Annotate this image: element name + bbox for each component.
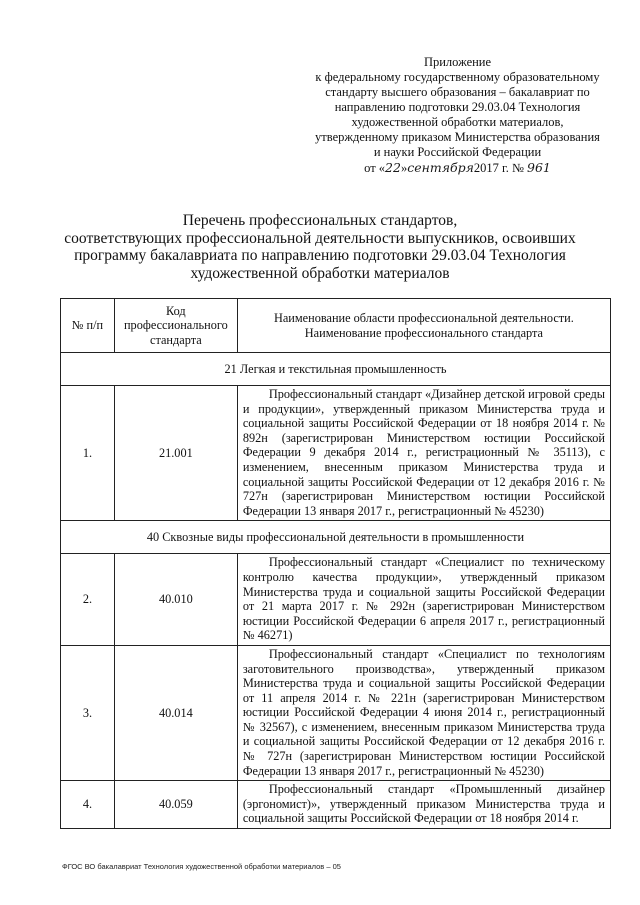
row-text-content: Профессиональный стандарт «Специалист по техническому контролю качества продукции», утвержденный приказом Министерства труда и социальной защиты Российской Федерации от 21 марта 2017 г. № 292н (зарегистрирован Министерством юстиции Российской Федерации 6 апреля 2017 г., регистрационный № 46271) xyxy=(242,555,605,643)
row-num: 2. xyxy=(61,554,115,646)
table-row xyxy=(61,781,611,829)
date-year: 2017 г. № xyxy=(473,161,524,175)
row-num: 4. xyxy=(61,781,115,829)
table-row xyxy=(61,645,611,780)
row-text-content: Профессиональный стандарт «Промышленный дизайнер (эргономист)», утвержденный приказом Министерства труда и социальной защиты Российской Федерации от 18 ноября 2014 г. xyxy=(242,782,605,826)
standards-table xyxy=(60,298,611,829)
title-line: соответствующих профессиональной деятельности выпускников, освоивших xyxy=(64,229,576,247)
appendix-line: стандарту высшего образования – бакалавриат по xyxy=(325,85,590,99)
appendix-line: и науки Российской Федерации xyxy=(373,145,542,159)
title-line: Перечень профессиональных стандартов, xyxy=(182,212,458,229)
row-code: 21.001 xyxy=(114,386,237,521)
row-text xyxy=(237,554,610,646)
row-code: 40.014 xyxy=(114,645,237,780)
row-text-content: Профессиональный стандарт «Специалист по технологиям заготовительного производства», утвержденный приказом Министерства труда и социальной защиты Российской Федерации от 11 апреля 2014 г. № 221н (зарегистрирован Министерством юстиции Российской Федерации 4 июня 2014 г., регистрационный № 32567), с изменением, внесенным приказом Министерства труда и социальной защиты Российской Федерации от 12 декабря 2016 г. № 727н (зарегистрирован Министерством юстиции Российской Федерации 13 января 2017 г., регистрационный № 45230) xyxy=(242,646,605,778)
appendix-line: к федеральному государственному образовательному xyxy=(315,70,600,84)
header-code: Код профессионального стандарта xyxy=(114,299,237,353)
section-row xyxy=(61,353,611,386)
table-header-row xyxy=(61,299,611,353)
row-num: 1. xyxy=(61,386,115,521)
appendix-line: утвержденному приказом Министерства образования xyxy=(315,130,600,144)
row-text xyxy=(237,645,610,780)
date-month-handwritten: сентября xyxy=(407,160,474,175)
header-num: № п/п xyxy=(61,299,115,353)
section-heading-40: 40 Сквозные виды профессиональной деятельности в промышленности xyxy=(61,521,611,554)
row-num: 3. xyxy=(61,645,115,780)
table-row xyxy=(61,386,611,521)
appendix-date-line xyxy=(300,160,615,176)
appendix-line: художественной обработки материалов, xyxy=(351,115,564,129)
page-footer: ФГОС ВО бакалавриат Технология художественной обработки материалов – 05 xyxy=(62,862,341,871)
date-prefix: от « xyxy=(364,161,386,175)
section-row xyxy=(61,521,611,554)
order-number-handwritten: 961 xyxy=(527,160,551,175)
row-code: 40.059 xyxy=(114,781,237,829)
section-heading-21: 21 Легкая и текстильная промышленность xyxy=(61,353,611,386)
row-text xyxy=(237,781,610,829)
row-text xyxy=(237,386,610,521)
header-name: Наименование области профессиональной деятельности. Наименование профессионального стандарта xyxy=(237,299,610,353)
row-code: 40.010 xyxy=(114,554,237,646)
document-title xyxy=(60,212,580,282)
row-text-content: Профессиональный стандарт «Дизайнер детской игровой среды и продукции», утвержденный приказом Министерства труда и социальной защиты Российской Федерации от 18 ноября 2014 г. № 892н (зарегистрирован Министерством юстиции Российской Федерации 9 декабря 2014 г., регистрационный № 35113), с изменением, внесенным приказом Министерства труда и социальной защиты Российской Федерации от 12 декабря 2016 г. № 727н (зарегистрирован Министерством юстиции Российской Федерации 13 января 2017 г., регистрационный № 45230) xyxy=(242,387,605,518)
appendix-block xyxy=(300,55,615,176)
table-row xyxy=(61,554,611,646)
date-mid: » xyxy=(400,161,408,175)
appendix-line: направлению подготовки 29.03.04 Технология xyxy=(334,100,581,114)
title-line: программу бакалавриата по направлению подготовки 29.03.04 Технология xyxy=(74,247,566,264)
title-line: художественной обработки материалов xyxy=(190,264,450,282)
date-day-handwritten: 22 xyxy=(385,160,401,175)
appendix-line: Приложение xyxy=(423,55,492,69)
